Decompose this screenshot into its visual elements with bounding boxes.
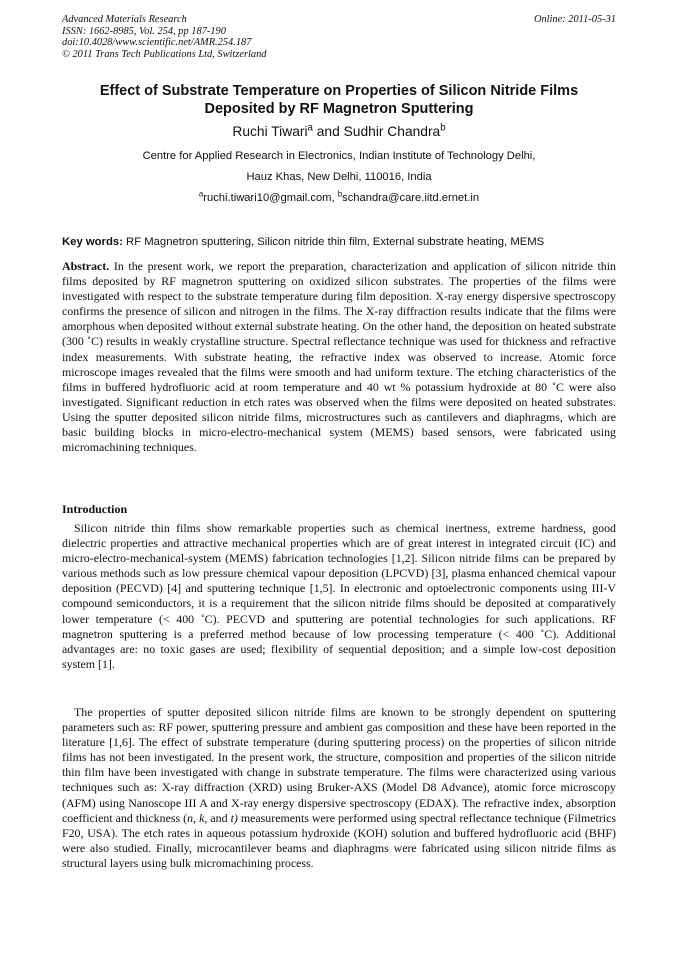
- variable-separator-1: ,: [193, 810, 200, 825]
- author-line: [62, 124, 616, 139]
- keywords-label: Key words:: [62, 236, 123, 248]
- title-line-2: Deposited by RF Magnetron Sputtering: [204, 101, 474, 117]
- online-date: Online: 2011-05-31: [533, 14, 616, 25]
- abstract-text: In the present work, we report the preparation, characterization and application of silicon nitride thin films deposited by RF magnetron sputtering on oxidized silicon substrates. The properties of the films were investigated with respect to the substrate temperature during film deposition. X-ray energy dispersive spectroscopy confirms the presence of silicon and nitrogen in the films. The X-ray diffraction results indicate that the films were amorphous when deposited without external substrate heating. On the other hand, the deposition on heated substrate (300 ˚C) results in weakly crystalline structure. Spectral reflectance technique was used for thickness and refractive index measurements. With substrate heating, the refractive index was observed to increase. Atomic force microscope images revealed that the films were smooth and had uniform texture. The etching characteristics of the films in buffered hydrofluoric acid at room temperature and 40 wt % potassium hydroxide at 80 ˚C were also investigated. Significant reduction in etch rates was observed when the films were deposited on heated substrates. Using the sputter deposited silicon nitride films, microstructures such as cantilevers and diaphragms, which are basic building blocks in micro-electro-mechanical system (MEMS) based sensors, were fabricated using micromachining techniques.: [62, 259, 616, 455]
- abstract-label: Abstract.: [62, 259, 110, 273]
- variable-t: t): [230, 810, 238, 825]
- keywords-text: RF Magnetron sputtering, Silicon nitride thin film, External substrate heating, MEMS: [122, 236, 545, 248]
- introduction-paragraph-1: Silicon nitride thin films show remarkable properties such as chemical inertness, extreme hardness, good dielectric properties and attractive mechanical properties which are of great interest in integrated circuit (IC) and micro-electro-mechanical-system (MEMS) fabrication technologies [1,2]. Silicon nitride films can be prepared by various methods such as low pressure chemical vapour deposition (LPCVD) [3], plasma enhanced chemical vapour deposition (PECVD) [4] and sputtering technique [1,5]. In electronic and optoelectronic components using III-V compound semiconductors, it is a requirement that the silicon nitride films should be deposited at comparatively lower temperature (< 400 ˚C). PECVD and sputtering are potential technologies for such applications. RF magnetron sputtering is a preferred method because of low processing temperature (< 400 ˚C). Additional advantages are: no toxic gases are used; flexibility of sequential deposition; and a simple low-cost deposition system [1].: [62, 521, 616, 671]
- email-line: [62, 189, 616, 204]
- abstract-paragraph: [62, 259, 616, 455]
- author-1-marker: a: [307, 122, 313, 134]
- keywords: [62, 236, 622, 248]
- copyright-line: © 2011 Trans Tech Publications Ltd, Switzerland: [62, 48, 267, 60]
- doi-line[interactable]: doi:10.4028/www.scientific.net/AMR.254.187: [62, 37, 252, 49]
- email-2[interactable]: schandra@care.iitd.ernet.in: [342, 192, 480, 204]
- variable-separator-2: and: [207, 810, 231, 825]
- paragraph-2-text-a: The properties of sputter deposited silicon nitride films are known to be strongly dependent on sputtering parameters such as: RF power, sputtering pressure and ambient gas composition and these have been reported in the literature [1,6]. The effect of substrate temperature (during sputtering process) on the properties of silicon nitride films has not been investigated. In the present work, the structure, composition and properties of the silicon nitride thin film have been investigated with change in substrate temperature. The films were characterized using various techniques such as: X-ray diffraction (XRD) using Bruker-AXS (Model D8 Advance), atomic force microscopy (AFM) using Nanoscope III A and X-ray energy dispersive spectroscopy (EDAX). The refractive index, absorption coefficient and thickness (: [62, 705, 616, 825]
- introduction-paragraph-2: [62, 705, 616, 871]
- title-line-1: Effect of Substrate Temperature on Properties of Silicon Nitride Films: [99, 83, 579, 99]
- issn-line: ISSN: 1662-8985, Vol. 254, pp 187-190: [62, 25, 226, 37]
- affiliation-line-1: Centre for Applied Research in Electronics, Indian Institute of Technology Delhi,: [142, 150, 536, 162]
- introduction-heading: Introduction: [62, 502, 128, 516]
- email-2-marker: b: [337, 189, 343, 199]
- email-1[interactable]: ruchi.tiwari10@gmail.com,: [203, 192, 338, 204]
- email-1-marker: a: [198, 189, 204, 199]
- paper-title: [62, 82, 616, 118]
- author-1: Ruchi Tiwari: [232, 124, 308, 139]
- journal-name: Advanced Materials Research: [62, 14, 187, 25]
- paragraph-2-text-b: measurements were performed using spectral reflectance technique (Filmetrics F20, USA). The etch rates in aqueous potassium hydroxide (KOH) solution and buffered hydrofluoric acid (BHF) were also studied. Finally, microcantilever beams and diaphragms were fabricated using silicon nitride films as structural layers using bulk micromachining process.: [62, 810, 616, 870]
- variable-k: k,: [199, 810, 208, 825]
- journal-header: [62, 14, 616, 60]
- author-conjunction: and: [312, 124, 344, 139]
- author-2-marker: b: [440, 122, 446, 134]
- author-2: Sudhir Chandra: [343, 124, 441, 139]
- variable-n: n: [187, 810, 194, 825]
- affiliation-line-2: Hauz Khas, New Delhi, 110016, India: [246, 171, 432, 183]
